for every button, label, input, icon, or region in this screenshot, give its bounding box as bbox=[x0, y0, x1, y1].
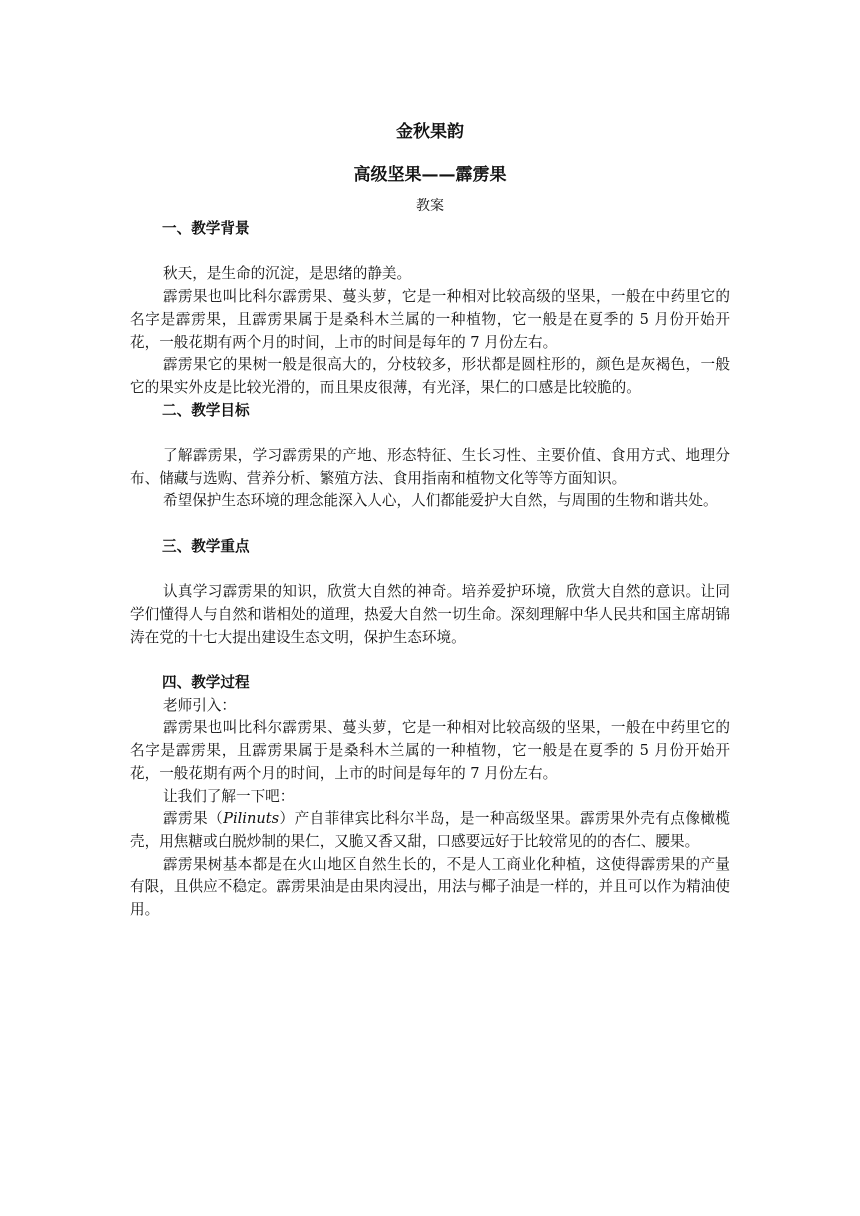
paragraph: 了解霹雳果，学习霹雳果的产地、形态特征、生长习性、主要价值、食用方式、地理分布、储藏与选购、营养分析、繁殖方法、食用指南和植物文化等等方面知识。 bbox=[130, 447, 730, 487]
paragraph: 霹雳果它的果树一般是很高大的，分枝较多，形状都是圆柱形的，颜色是灰褐色，一般它的果实外皮是比较光滑的，而且果皮很薄，有光泽，果仁的口感是比较脆的。 bbox=[130, 356, 730, 396]
paragraph bbox=[130, 808, 730, 853]
document-subtitle: 高级坚果——霹雳果 bbox=[353, 165, 507, 185]
document-title: 金秋果韵 bbox=[396, 122, 464, 142]
section-heading-focus: 三、教学重点 bbox=[162, 537, 250, 555]
paragraph: 认真学习霹雳果的知识，欣赏大自然的神奇。培养爱护环境，欣赏大自然的意识。让同学们懂得人与自然和谐相处的道理，热爱大自然一切生命。深刻理解中华人民共和国主席胡锦涛在党的十七大提出建设生态文明，保护生态环境。 bbox=[130, 583, 730, 646]
paragraph: 秋天，是生命的沉淀，是思绪的静美。 bbox=[163, 265, 412, 283]
section-heading-goals: 二、教学目标 bbox=[162, 401, 250, 419]
latin-name: Pilinuts bbox=[223, 810, 280, 828]
paragraph: 霹雳果也叫比科尔霹雳果、蔓头萝，它是一种相对比较高级的坚果，一般在中药里它的名字是霹雳果，且霹雳果属于是桑科木兰属的一种植物，它一般是在夏季的 5 月份开始开花，一般花期有两个月的时间，上市的时间是每年的 7 月份左右。 bbox=[130, 719, 730, 782]
paragraph-text: ）产自菲律宾比科尔半岛，是一种高级坚果。霹雳果外壳有点像橄榄壳，用焦糖或白脱炒制的果仁，又脆又香又甜，口感要远好于比较常见的的杏仁、腰果。 bbox=[130, 810, 730, 850]
paragraph: 希望保护生态环境的理念能深入人心，人们都能爱护大自然，与周围的生物和谐共处。 bbox=[163, 492, 718, 510]
paragraph: 老师引入： bbox=[163, 696, 236, 714]
section-heading-background: 一、教学背景 bbox=[162, 220, 250, 237]
document-type-label: 教案 bbox=[416, 198, 444, 214]
section-heading-process: 四、教学过程 bbox=[162, 673, 250, 691]
document-body bbox=[130, 218, 730, 922]
paragraph: 霹雳果也叫比科尔霹雳果、蔓头萝，它是一种相对比较高级的坚果，一般在中药里它的名字是霹雳果，且霹雳果属于是桑科木兰属的一种植物，它一般是在夏季的 5 月份开始开花，一般花期有两个月的时间，上市的时间是每年的 7 月份左右。 bbox=[130, 288, 730, 351]
paragraph-text: 霹雳果（ bbox=[163, 810, 224, 828]
paragraph: 霹雳果树基本都是在火山地区自然生长的，不是人工商业化种植，这使得霹雳果的产量有限，且供应不稳定。霹雳果油是由果肉浸出，用法与椰子油是一样的，并且可以作为精油使用。 bbox=[130, 855, 730, 919]
paragraph: 让我们了解一下吧： bbox=[163, 787, 295, 805]
